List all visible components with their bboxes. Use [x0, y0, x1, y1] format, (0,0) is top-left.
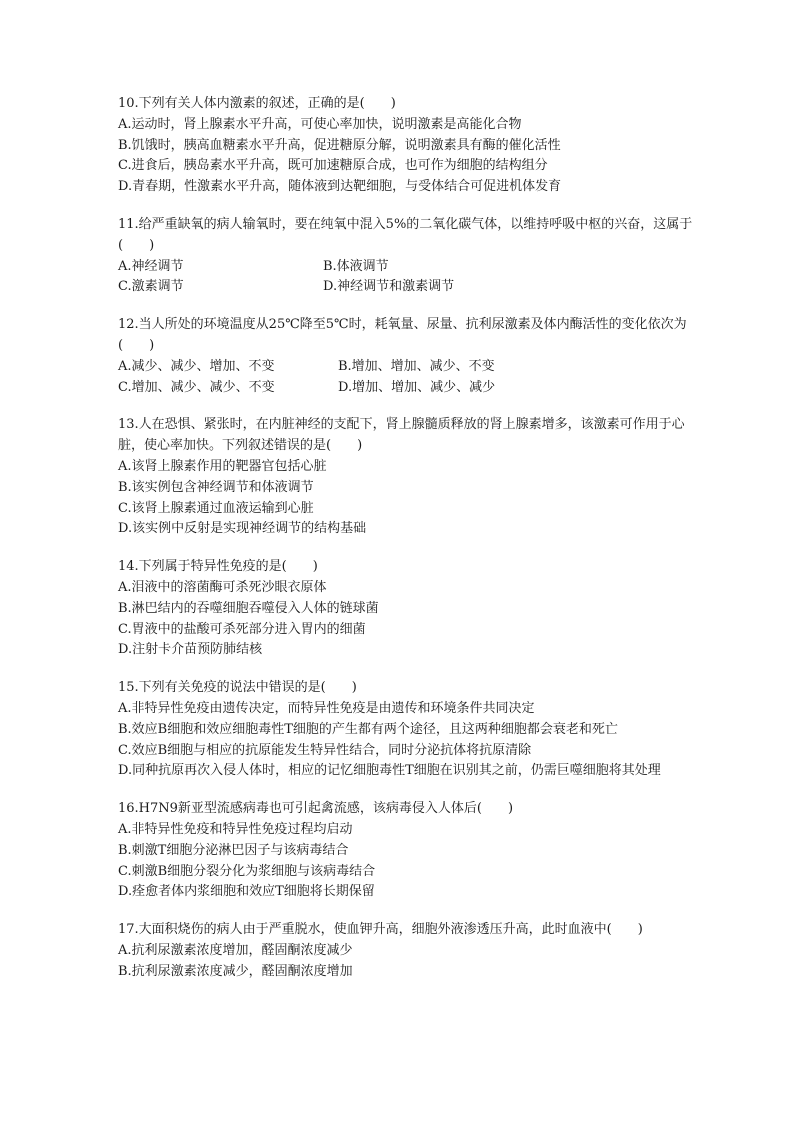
option-c: C.增加、减少、减少、不变 — [118, 379, 275, 395]
question-10 — [118, 94, 702, 198]
option-row — [118, 277, 702, 298]
option-a: A.减少、减少、增加、不变 — [118, 358, 275, 374]
question-stem: 10.下列有关人体内激素的叙述，正确的是( ) — [118, 96, 396, 111]
question-stem: 16.H7N9新亚型流感病毒也可引起禽流感，该病毒侵入人体后( ) — [118, 801, 514, 817]
option-a: A.运动时，肾上腺素水平升高，可使心率加快，说明激素是高能化合物 — [118, 116, 522, 132]
option-b: B.淋巴结内的吞噬细胞吞噬侵入人体的链球菌 — [118, 600, 379, 616]
question-16 — [118, 799, 702, 903]
question-11 — [118, 215, 702, 298]
option-b: B.效应B细胞和效应细胞毒性T细胞的产生都有两个途径，且这两种细胞都会衰老和死亡 — [118, 721, 618, 737]
question-stem: 17.大面积烧伤的病人由于严重脱水，使血钾升高，细胞外液渗透压升高，此时血液中( ) — [118, 922, 643, 938]
option-d: D.痊愈者体内浆细胞和效应T细胞将长期保留 — [118, 884, 375, 900]
option-d: D.注射卡介苗预防肺结核 — [118, 642, 263, 658]
question-12 — [118, 315, 702, 398]
option-c: C.激素调节 — [118, 279, 184, 295]
option-a: A.泪液中的溶菌酶可杀死沙眼衣原体 — [118, 579, 327, 595]
option-b: B.饥饿时，胰高血糖素水平升高，促进糖原分解，说明激素具有酶的催化活性 — [118, 137, 561, 153]
option-a: A.非特异性免疫由遗传决定，而特异性免疫是由遗传和环境条件共同决定 — [118, 700, 535, 716]
option-c: C.进食后，胰岛素水平升高，既可加速糖原合成，也可作为细胞的结构组分 — [118, 158, 548, 174]
option-a: A.该肾上腺素作用的靶器官包括心脏 — [118, 458, 327, 474]
option-c: C.该肾上腺素通过血液运输到心脏 — [118, 500, 314, 516]
question-13 — [118, 415, 702, 540]
option-b: B.抗利尿激素浓度减少，醛固酮浓度增加 — [118, 963, 353, 979]
option-a: A.非特异性免疫和特异性免疫过程均启动 — [118, 821, 353, 837]
option-row — [118, 378, 702, 399]
option-a: A.神经调节 — [118, 258, 184, 274]
option-c: C.胃液中的盐酸可杀死部分进入胃内的细菌 — [118, 621, 366, 637]
document-page — [118, 94, 702, 999]
question-stem: 12.当人所处的环境温度从25℃降至5℃时，耗氧量、尿量、抗利尿激素及体内酶活性的变化依次为( ) — [118, 317, 687, 353]
question-14 — [118, 557, 702, 661]
option-b: B.刺激T细胞分泌淋巴因子与该病毒结合 — [118, 842, 349, 858]
option-a: A.抗利尿激素浓度增加，醛固酮浓度减少 — [118, 942, 353, 958]
option-d: D.增加、增加、减少、减少 — [338, 379, 496, 395]
question-stem: 11.给严重缺氧的病人输氧时，要在纯氧中混入5%的二氧化碳气体，以维持呼吸中枢的兴奋，这属于( ) — [118, 216, 693, 253]
option-b: B.增加、增加、减少、不变 — [338, 358, 495, 374]
question-stem: 15.下列有关免疫的说法中错误的是( ) — [118, 680, 357, 696]
option-b: B.该实例包含神经调节和体液调节 — [118, 479, 314, 495]
option-row — [118, 357, 702, 378]
option-row — [118, 257, 702, 278]
question-17 — [118, 920, 702, 982]
option-b: B.体液调节 — [323, 258, 389, 274]
question-15 — [118, 678, 702, 782]
option-c: C.刺激B细胞分裂分化为浆细胞与该病毒结合 — [118, 863, 376, 879]
question-stem: 13.人在恐惧、紧张时，在内脏神经的支配下，肾上腺髓质释放的肾上腺素增多，该激素可作用于心脏，使心率加快。下列叙述错误的是( ) — [118, 417, 685, 454]
option-d: D.同种抗原再次入侵人体时，相应的记忆细胞毒性T细胞在识别其之前，仍需巨噬细胞将其处理 — [118, 763, 661, 779]
option-d: D.青春期，性激素水平升高，随体液到达靶细胞，与受体结合可促进机体发育 — [118, 179, 562, 195]
option-c: C.效应B细胞与相应的抗原能发生特异性结合，同时分泌抗体将抗原清除 — [118, 742, 532, 758]
question-stem: 14.下列属于特异性免疫的是( ) — [118, 559, 318, 575]
option-d: D.神经调节和激素调节 — [323, 279, 455, 295]
option-d: D.该实例中反射是实现神经调节的结构基础 — [118, 521, 367, 537]
